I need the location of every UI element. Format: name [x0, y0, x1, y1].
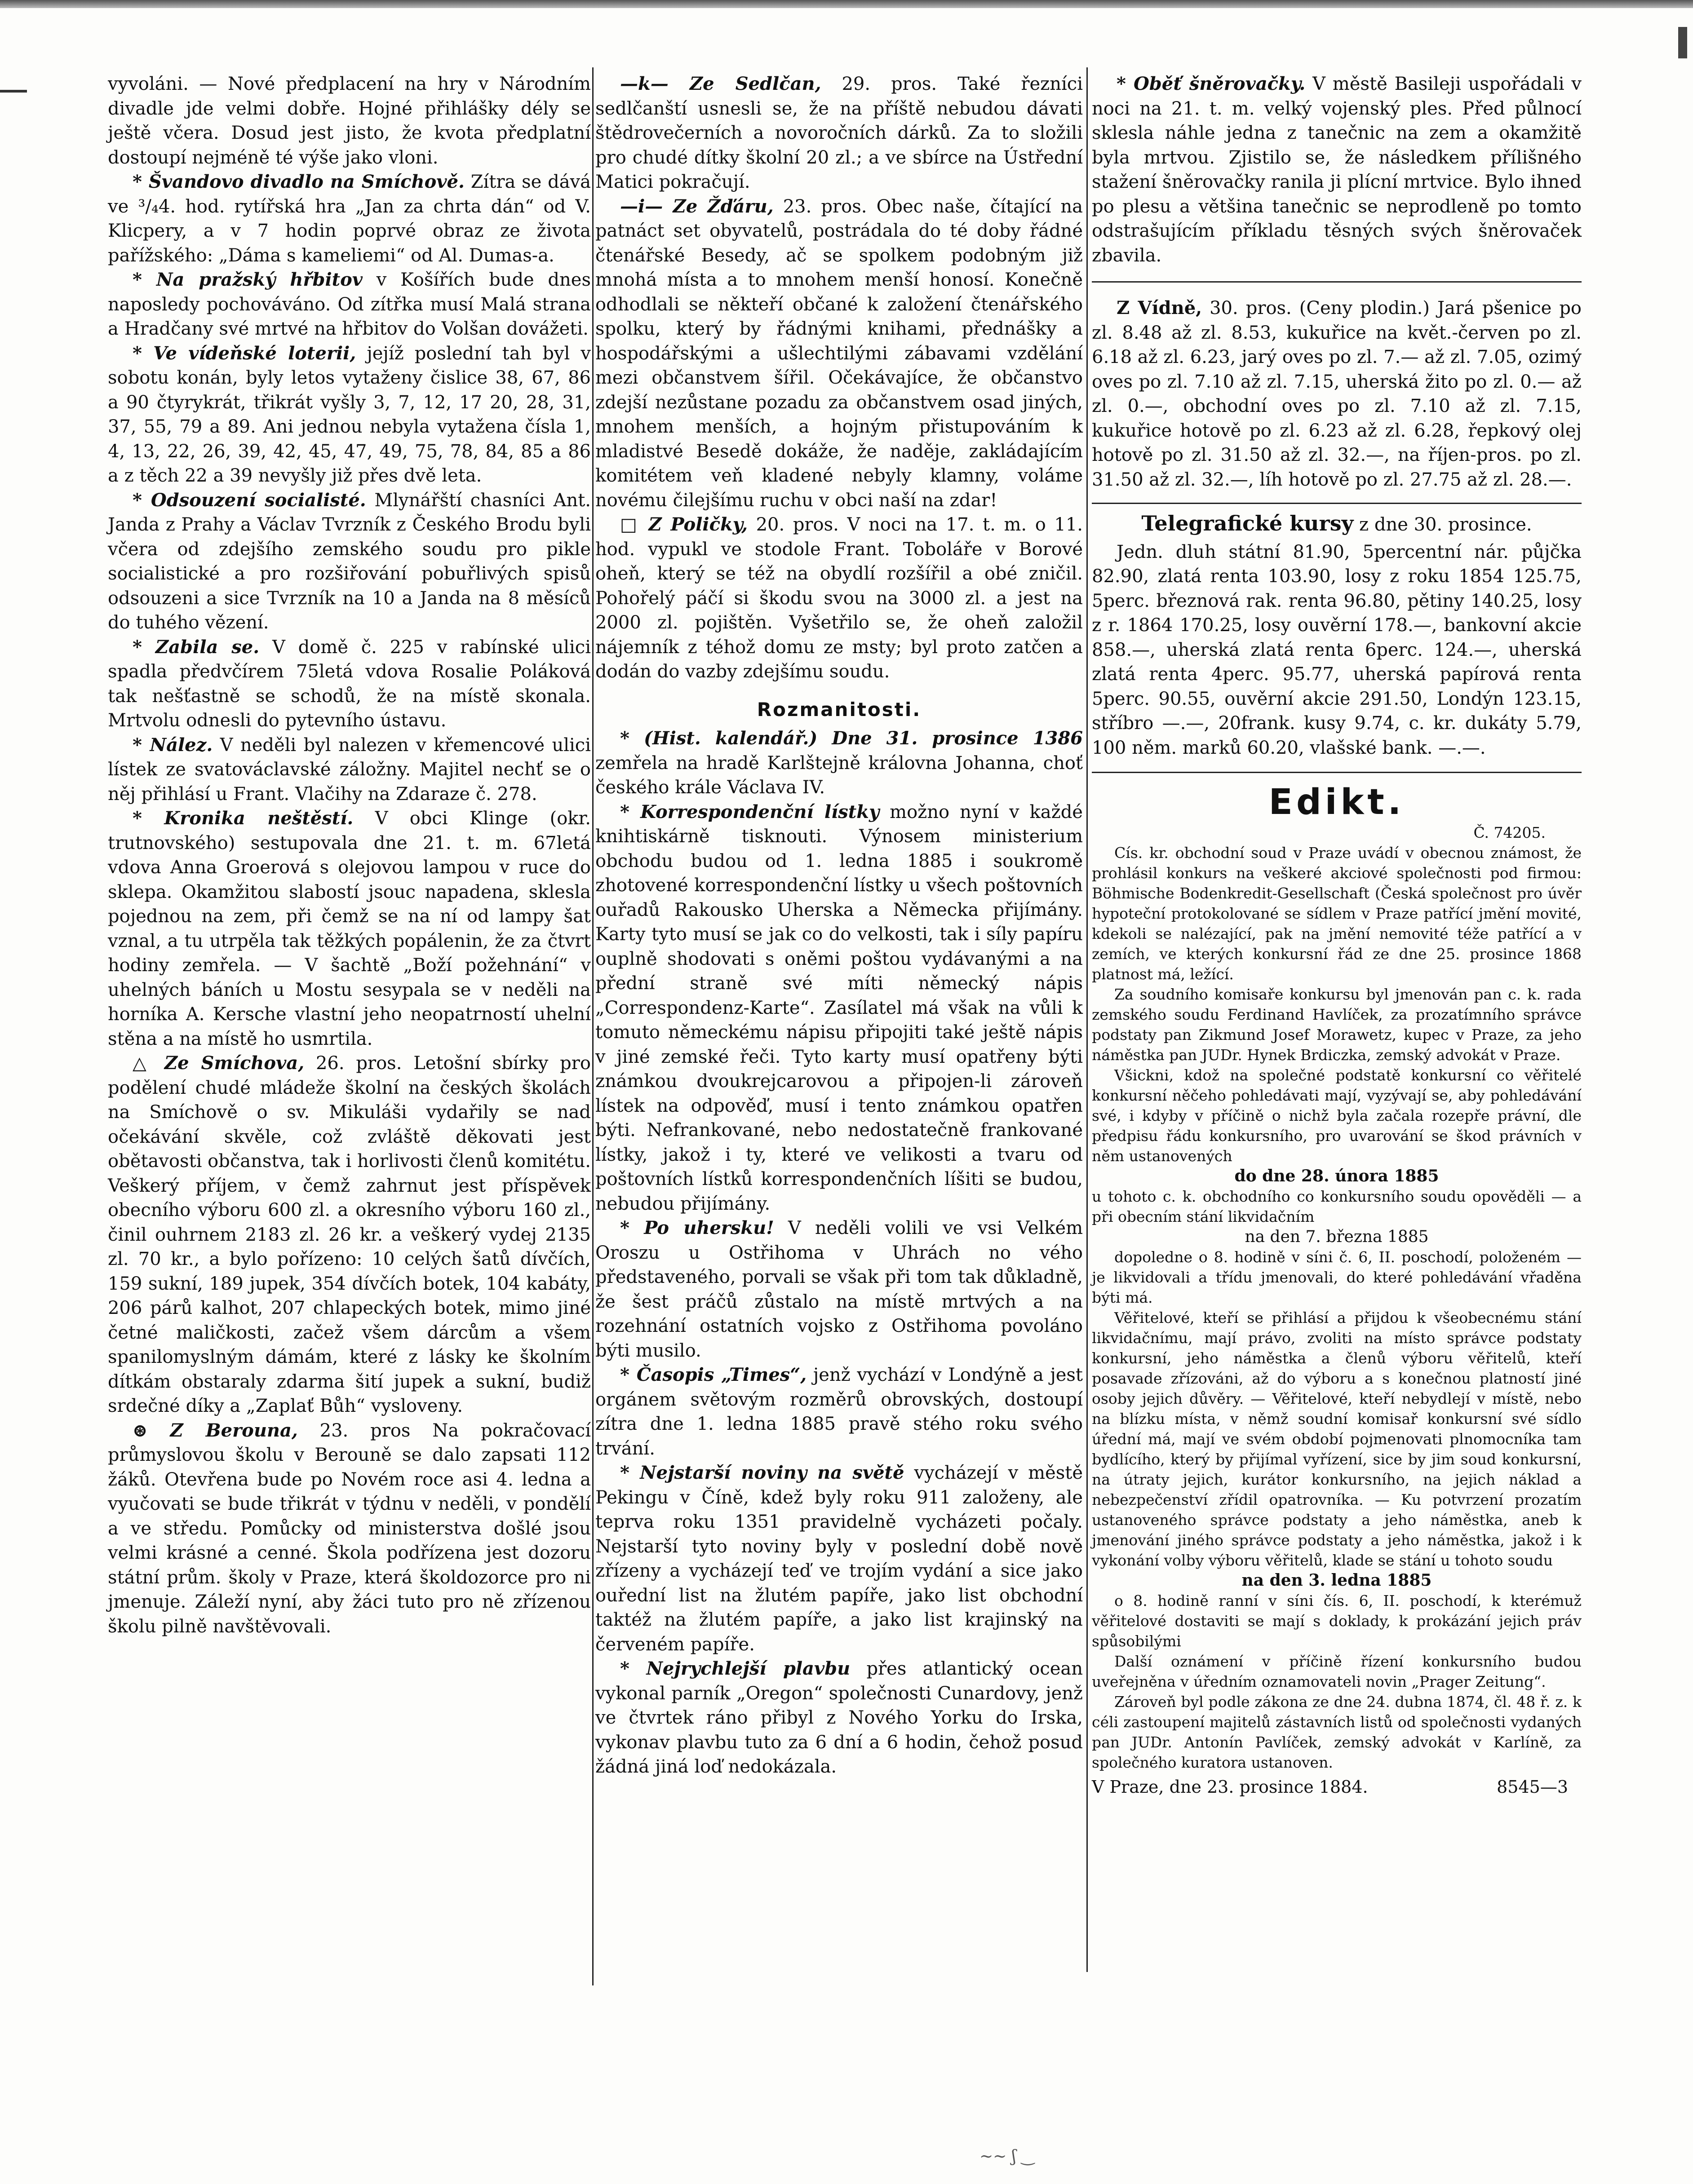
- article-text: V městě Basileji uspořádali v noci na 21. t. m. velký vojenský ples. Před půlnocí sklesla náhle jedna z tanečnic na zem a okamžitě byla mrtvou. Zjistilo se, že následkem přílišného stažení šněrovačky ranila ji plícní mrtvice. Bylo ihned po plesu a většina tanečnic se neprodleně po tomto odstrašujícím příkladu těsných svých šněrovaček zbavila.: [1092, 74, 1582, 266]
- article: [595, 1657, 1083, 1779]
- column-rule-1: [592, 67, 594, 1985]
- article-lead: * Nejrychlejší plavbu: [620, 1658, 851, 1679]
- edikt-paragraph: dopoledne o 8. hodině v síni č. 6, II. poschodí, položeném — je likvidovali a třídu jmenovali, do které pohledávání vřaděna býti má.: [1092, 1248, 1582, 1306]
- article: [108, 1419, 591, 1639]
- article-lead: —i— Ze Žďáru,: [620, 195, 774, 217]
- article: [595, 195, 1083, 513]
- edikt-paragraph: Zároveň byl podle zákona ze dne 24. dubna 1874, čl. 48 ř. z. k céli zastoupení majitelů zástavních listů od společnosti vydaných pan JUDr. Antonín Pavlíček, zemský advokát v Karlíně, za společného kuratora ustanoven.: [1092, 1693, 1582, 1771]
- article: [108, 488, 591, 635]
- article-lead: * Na pražský hřbitov: [133, 269, 363, 290]
- article-lead: * Zabila se.: [133, 636, 260, 658]
- article-text: Zítra se dává ve ³/₄4. hod. rytířská hra „Jan za chrta dán“ od V. Klicpery, a v 7 hodin poprvé obraz ze života pařížského: „Dáma s kameliemi“ od Al. Dumas-a.: [108, 172, 591, 266]
- article-lead: □ Z Poličky,: [620, 514, 748, 535]
- article-lead: * (Hist. kalendář.) Dne 31. prosince 1386: [620, 728, 1083, 749]
- article-lead: * Odsouzení socialisté.: [133, 489, 366, 511]
- article: [108, 733, 591, 807]
- article-lead: * Korrespondenční lístky: [620, 801, 880, 822]
- article: [108, 170, 591, 268]
- article-lead: * Ve vídeňské loterii,: [133, 342, 356, 364]
- article-text: zemřela na hradě Karlštejně královna Johanna, choť českého krále Václava IV.: [595, 752, 1083, 798]
- edikt-paragraph: Cís. kr. obchodní soud v Praze uvádí v obecnou známost, že prohlásil konkurs na veškeré akciové společnosti pod firmou: Böhmische Bodenkredit-Gesellschaft (Česká společnost pro úvěr hypoteční protokolované se sídlem v Praze patřící jmění movité, kdekoli se nalézající, pak na jmění nemovité téže patřící a v zemích, ve kterých konkursní řád ze dne 25. prosince 1868 platnost má, ležící.: [1092, 844, 1582, 983]
- article-text: přes atlantický ocean vykonal parník „Oregon“ společnosti Cunardovy, jenž ve čtvrtek ráno přibyl z Nového Yorku do Irska, vykonav plavbu tuto za 6 dní a 6 hodin, čehož posud žádná jiná loď nedokázala.: [595, 1658, 1083, 1777]
- article: [595, 72, 1083, 195]
- article-text: V domě č. 225 v rabínské ulici spadla předvčírem 75letá vdova Rosalie Poláková tak nešťastně se schodů, že na místě skonala. Mrtvolu odnesli do pytevního ústavu.: [108, 637, 591, 731]
- article: [1092, 72, 1582, 268]
- article-lead: * Kronika neštěstí.: [133, 808, 354, 829]
- article-text: 26. pros. Letošní sbírky pro podělení chudé mládeže školní na českých školách na Smíchově o sv. Mikuláši vydařily se nad očekávání skvěle, což zvláště děkovati jest obětavosti občanstva, tak i horlivosti členů komitétu. Veškerý příjem, v čemž zahrnut jest příspěvek obecního výboru 600 zl. a okresního výboru 160 zl., činil ouhrnem 2183 zl. 26 kr. a veškerý vydej 2135 zl. 70 kr., a bylo pořízeno: 10 celých šatů dívčích, 159 sukní, 189 jupek, 354 dívčích botek, 104 kabáty, 206 párů kalhot, 207 chlapeckých botek, mimo jiné četné maličkosti, začež všem dárcům a všem spanilomyslným dámám, které z lásky ke školním dítkám obstaraly zdarma šití jupek a sukní, budiž srdečné díky a „Zaplať Bůh“ vysloveny.: [108, 1053, 591, 1416]
- article-text: 23. pros Na pokračovací průmyslovou školu v Berouně se dalo zapsati 112 žáků. Otevřena bude po Novém roce asi 4. ledna a vyučovati se bude třikrát v týdnu v neděli, v pondělí a ve středu. Pomůcky od ministerstva došlé jsou velmi krásné a cenné. Škola podřízena jest dozoru státní prům. školy v Praze, která školdozorce pro ni jmenuje. Záleží nyní, aby žáci tuto pro ně zřízenou školu pilně navštěvovali.: [108, 1420, 591, 1637]
- edikt-paragraphs-1: [1092, 843, 1582, 1166]
- article: [595, 1461, 1083, 1657]
- article: [108, 1051, 591, 1419]
- edikt-title: Edikt.: [1268, 782, 1405, 822]
- telegraph-date: z dne 30. prosince.: [1353, 514, 1532, 535]
- article-text: 23. pros. Obec naše, čítající na patnáct set obyvatelů, postrádala do té doby řádné čtenářské Besedy, ač se spolkem podobným již mnohá místa a to mnohem menší honosí. Konečně odhodlali se někteří občané k založení čtenářského spolku, který by řádnými knihami, přednášky a hospodářskými a ušlechtilými zábavami vzdělání mezi občanstvem šířil. Očekávajíce, že občanstvo zdejší nezůstane pozadu za občanstvem osad jiných, mnohem menších, a hojným přistupováním k mladistvé Besedě dokáže, že naděje, zakládajícím komitétem veň kladené nebyly klamny, voláme novému čilejšímu ruchu v obci naší na zdar!: [595, 196, 1083, 511]
- edikt-date-2: na den 7. března 1885: [1245, 1228, 1429, 1246]
- article-lead: * Nález.: [133, 734, 213, 756]
- divider: [1092, 503, 1582, 504]
- article-lead: ⊛ Z Berouna,: [133, 1419, 298, 1441]
- market-prices: [1092, 296, 1582, 492]
- article-text: vyvoláni. — Nové předplacení na hry v Národním divadle jde velmi dobře. Hojné přihlášky dély se ještě včera. Dosud jest jisto, že kvota předplatní dostoupí nejméně té výše jako vloni.: [108, 74, 591, 168]
- scan-top-edge: [0, 0, 1693, 8]
- column-1: [108, 72, 591, 1639]
- column-3: [1092, 72, 1582, 1797]
- scan-bottom-mark: ~~ ʃ ‿: [979, 2147, 1034, 2166]
- article-text: možno nyní v každé knihtiskárně tisknouti. Výnosem ministerium obchodu budou od 1. ledna 1885 i soukromě zhotovené korrespondenční lístky u všech poštovních ouřadů Rakousko Uherska a Německa přijímány. Karty tyto musí se jak co do velkosti, tak i síly papíru ouplně shodovati s oněmi poštou vydávanými a na přední straně své míti německý nápis „Correspondenz-Karte“. Zasílatel má však na vůli k tomuto německému nápisu připojiti také ještě nápis v jiné zemské řeči. Tyto karty musí opatřeny býti známkou dvoukrejcarovou a připojen-li zároveň lístek na odpověď, musí i tento známkou opatřen býti. Nefrankované, nebo nedostatečně frankované lístky, jakož i ty, které ve velikosti a tvaru od poštovních lístků korrespondenčních líšiti se budou, nebudou přijímány.: [595, 801, 1083, 1214]
- article-lead: * Časopis „Times“,: [620, 1364, 807, 1385]
- article: [108, 635, 591, 733]
- article: [108, 341, 591, 488]
- article-text: 29. pros. Také řezníci sedlčanští usnesli se, že na příště nebudou dávati štědrovečerních a novoročních dárků. Za to složili pro chudé dítky školní 20 zl.; a ve sbírce na Ústřední Matici pokračují.: [595, 74, 1083, 192]
- article-text: V neděli volili ve vsi Velkém Oroszu u Ostřihoma v Uhrách no vého představeného, porvali se však při tom tak důkladně, že šest práčů zůstalo na místě mrtvých a na rozehnání ostatních vojsko z Ostřihoma povoláno býti musilo.: [595, 1218, 1083, 1361]
- edikt-paragraph: Všickni, kdož na společné podstatě konkursní co věřitelé konkursní něčeho pohledávati mají, vyzývají se, aby pohledávání své, i kdyby v příčině o nichž byla začala rozepře právní, dle předpisu řádu konkursního, pro uvarování se škod právních v něm ustanovených: [1092, 1066, 1582, 1165]
- market-text: 30. pros. (Ceny plodin.) Jará pšenice po zl. 8.48 až zl. 8.53, kukuřice na květ.-červen po zl. 6.18 až zl. 6.23, jarý oves po zl. 7.— až zl. 7.05, ozimý oves po zl. 7.10 až zl. 7.15, uherská žito po zl. 0.— až zl. 0.—, obchodní oves po zl. 7.10 až zl. 7.15, kukuřice hotově po zl. 6.23 až zl. 6.28, řepkový olej hotově po zl. 31.50 až zl. 32.—, na říjen-pros. po zl. 31.50 až zl. 32.—, líh hotově po zl. 27.75 až zl. 28.—.: [1092, 298, 1582, 490]
- article: [108, 72, 591, 170]
- article-text: 20. pros. V noci na 17. t. m. o 11. hod. vypukl ve stodole Frant. Toboláře v Borové oheň, který se též na obydlí rozšířil a obé zničil. Pohořelý páčí si škodu svou na 3000 zl. a jest na 2000 zl. pojištěn. Vyšetřilo se, že oheň založil nájemník z téhož domu ze msty; byl proto zatčen a dodán do vazby zdejšímu soudu.: [595, 514, 1083, 682]
- divider: [1092, 772, 1582, 773]
- telegraph-title: Telegrafické kursy: [1141, 511, 1354, 535]
- article-text: jejíž poslední tah byl v sobotu konán, byly letos vytaženy čislice 38, 67, 86 a 90 čtyrykrát, třikrát vyšly 3, 7, 12, 17 20, 28, 31, 37, 55, 79 a 89. Ani jednou nebyla vytažena čísla 1, 4, 13, 22, 26, 39, 42, 45, 47, 49, 75, 78, 84, 85 a 86 a z těch 22 a 39 nevyšly již přes dvě leta.: [108, 343, 591, 486]
- scan-left-mark: [0, 90, 27, 93]
- edikt-paragraphs-2: [1092, 1247, 1582, 1570]
- edikt-paragraphs-3: [1092, 1591, 1582, 1773]
- column-2: [595, 72, 1083, 1779]
- edikt-paragraph: Věřitelové, kteří se přihlásí a přijdou k všeobecnému stání likvidačnímu, mají právo, zvoliti na místo správce podstaty konkursní, jeho náměstka a členů výboru věřitelů, kteří posavade zřízováni, až do výboru a s konečnou platností jiné osoby jejich důvěry. — Věřitelové, kteří nebydlejí v místě, nebo na blízku místa, v němž soudní komisař konkursní své sídlo úřední má, mají ve svém období pojmenovati plnomocníka tam bydlícího, který by přijímal vyřízení, sice by jim soud konkursní, na útraty jejich, kurátor konkursního, na jejich náklad a nebezpečenství zřídil opatrovníka. — Ku potvrzení prozatím ustanoveného správce podstaty a jeho náměstka, aneb k jmenování jiného správce podstaty a jeho náměstka, jakož i k vykonání volby výboru věřitelů, klade se stání u tohoto soudu: [1092, 1309, 1582, 1569]
- article-text: V obci Klinge (okr. trutnovského) sestupovala dne 21. t. m. 67letá vdova Anna Groerová s olejovou lampou v ruce do sklepa. Okamžitou slabostí jsouc napadena, sklesla pojednou na zem, při čemž se na ní od lampy šat vznal, a tu utrpěla tak těžkých popálenin, že za čtvrt hodiny zemřela. — V šachtě „Boží požehnání“ v uhelných báních u Mostu sesypala se v neděli na horníka A. Kersche vlastní jeho neopatrností uhelní stěna a na místě ho usmrtila.: [108, 808, 591, 1049]
- article-text: Mlynářští chasníci Ant. Janda z Prahy a Václav Tvrzník z Českého Brodu byli včera od zdejšího zemského soudu pro pikle socialistické a pro rozšiřování pobuřlivých spisů odsouzeni a sice Tvrzník na 10 a Janda na 8 měsíců do tuhého vězení.: [108, 490, 591, 633]
- market-lead: Z Vídně,: [1117, 297, 1202, 318]
- article: [108, 806, 591, 1051]
- article: [595, 513, 1083, 684]
- edikt-footer: [1092, 1777, 1582, 1797]
- article-lead: * Švandovo divadlo na Smíchově.: [133, 171, 465, 192]
- edikt-text-2: u tohoto c. k. obchodního co konkursního soudu opověděli — a při obecním stání likvidačním: [1092, 1188, 1582, 1225]
- article-text: v Košířích bude dnes naposledy pochováváno. Od zítřka musí Malá strana a Hradčany své mrtvé na hřbitov do Volšan dovážeti.: [108, 270, 591, 339]
- article-lead: —k— Ze Sedlčan,: [620, 73, 821, 94]
- edikt-code: 8545—3: [1497, 1777, 1568, 1797]
- article: [595, 1216, 1083, 1363]
- edikt-paragraph: Za soudního komisaře konkursu byl jmenován pan c. k. rada zemského soudu Ferdinand Havlíček, za prozatímního správce podstaty pan Zikmund Josef Morawetz, kupec v Praze, za jeho náměstka pan JUDr. Hynek Brdiczka, zemský advokát v Praze.: [1092, 986, 1582, 1064]
- article: [595, 1363, 1083, 1461]
- column-3-items: [1092, 72, 1582, 268]
- section-heading: Rozmanitosti.: [757, 698, 922, 721]
- article: [595, 800, 1083, 1216]
- telegraph-text: Jedn. dluh státní 81.90, 5percentní nár. půjčka 82.90, zlatá renta 103.90, losy z roku 1854 125.75, 5perc. březnová rak. renta 96.80, pětiny 140.25, losy z r. 1864 170.25, losy ouvěrní 178.—, bankovní akcie 858.—, uherská zlatá renta 6perc. 124.—, uherská zlatá renta 4perc. 95.77, uherská papírová renta 5perc. 90.55, ouvěrní akcie 291.50, Londýn 123.15, stříbro —.—, 20frank. kusy 9.74, c. kr. dukáty 5.79, 100 něm. marků 60.20, vlašské bank. —.—.: [1092, 541, 1582, 758]
- scan-right-mark: [1678, 27, 1687, 58]
- article-text: vycházejí v městě Pekingu v Číně, kdež byly roku 911 založeny, ale teprva roku 1351 pravidelně vycházeti počaly. Nejstarší tyto noviny byly v poslední době nově zřízeny a vycházejí teď ve trojím vydání a sice jako ouřední list na žlutém papíře, jako list obchodní taktéž na žlutém papíře, a jako list krajinský na červeném papíře.: [595, 1463, 1083, 1655]
- divider: [1092, 281, 1582, 283]
- column-rule-2: [1086, 67, 1088, 1972]
- edikt-body: [1092, 822, 1582, 1797]
- edikt-signature: V Praze, dne 23. prosince 1884.: [1092, 1777, 1368, 1797]
- article-lead: * Nejstarší noviny na světě: [620, 1462, 904, 1483]
- edikt-date-3: na den 3. ledna 1885: [1241, 1571, 1432, 1590]
- article: [108, 268, 591, 341]
- article-lead: * Po uhersku!: [620, 1217, 774, 1238]
- article-lead: * Oběť šněrovačky.: [1117, 73, 1306, 94]
- edikt-date-1: do dne 28. února 1885: [1234, 1167, 1439, 1185]
- edikt-paragraph: Další oznámení v příčině řízení konkursního budou uveřejněna v úředním oznamovateli novin „Prager Zeitung“.: [1092, 1653, 1582, 1690]
- telegraph-heading: [1092, 511, 1582, 537]
- edikt-paragraph: o 8. hodině ranní v síni čís. 6, II. poschodí, k kterémuž věřitelové dostaviti se mají s doklady, k prokázání jejich práv spůsobilými: [1092, 1592, 1582, 1650]
- article-text: V neděli byl nalezen v křemencové ulici lístek ze svatováclavské záložny. Majitel nechť se o něj přihlásí u Frant. Vlačihy na Zdaraze č. 278.: [108, 734, 591, 805]
- article-text: jenž vychází v Londýně a jest orgánem světovým rozměrů obrovských, dostoupí zítra dne 1. ledna 1885 pravě stého roku svého trvání.: [595, 1365, 1083, 1459]
- article: [595, 726, 1083, 800]
- article-lead: △ Ze Smíchova,: [133, 1052, 305, 1074]
- edikt-number: Č. 74205.: [1473, 824, 1546, 841]
